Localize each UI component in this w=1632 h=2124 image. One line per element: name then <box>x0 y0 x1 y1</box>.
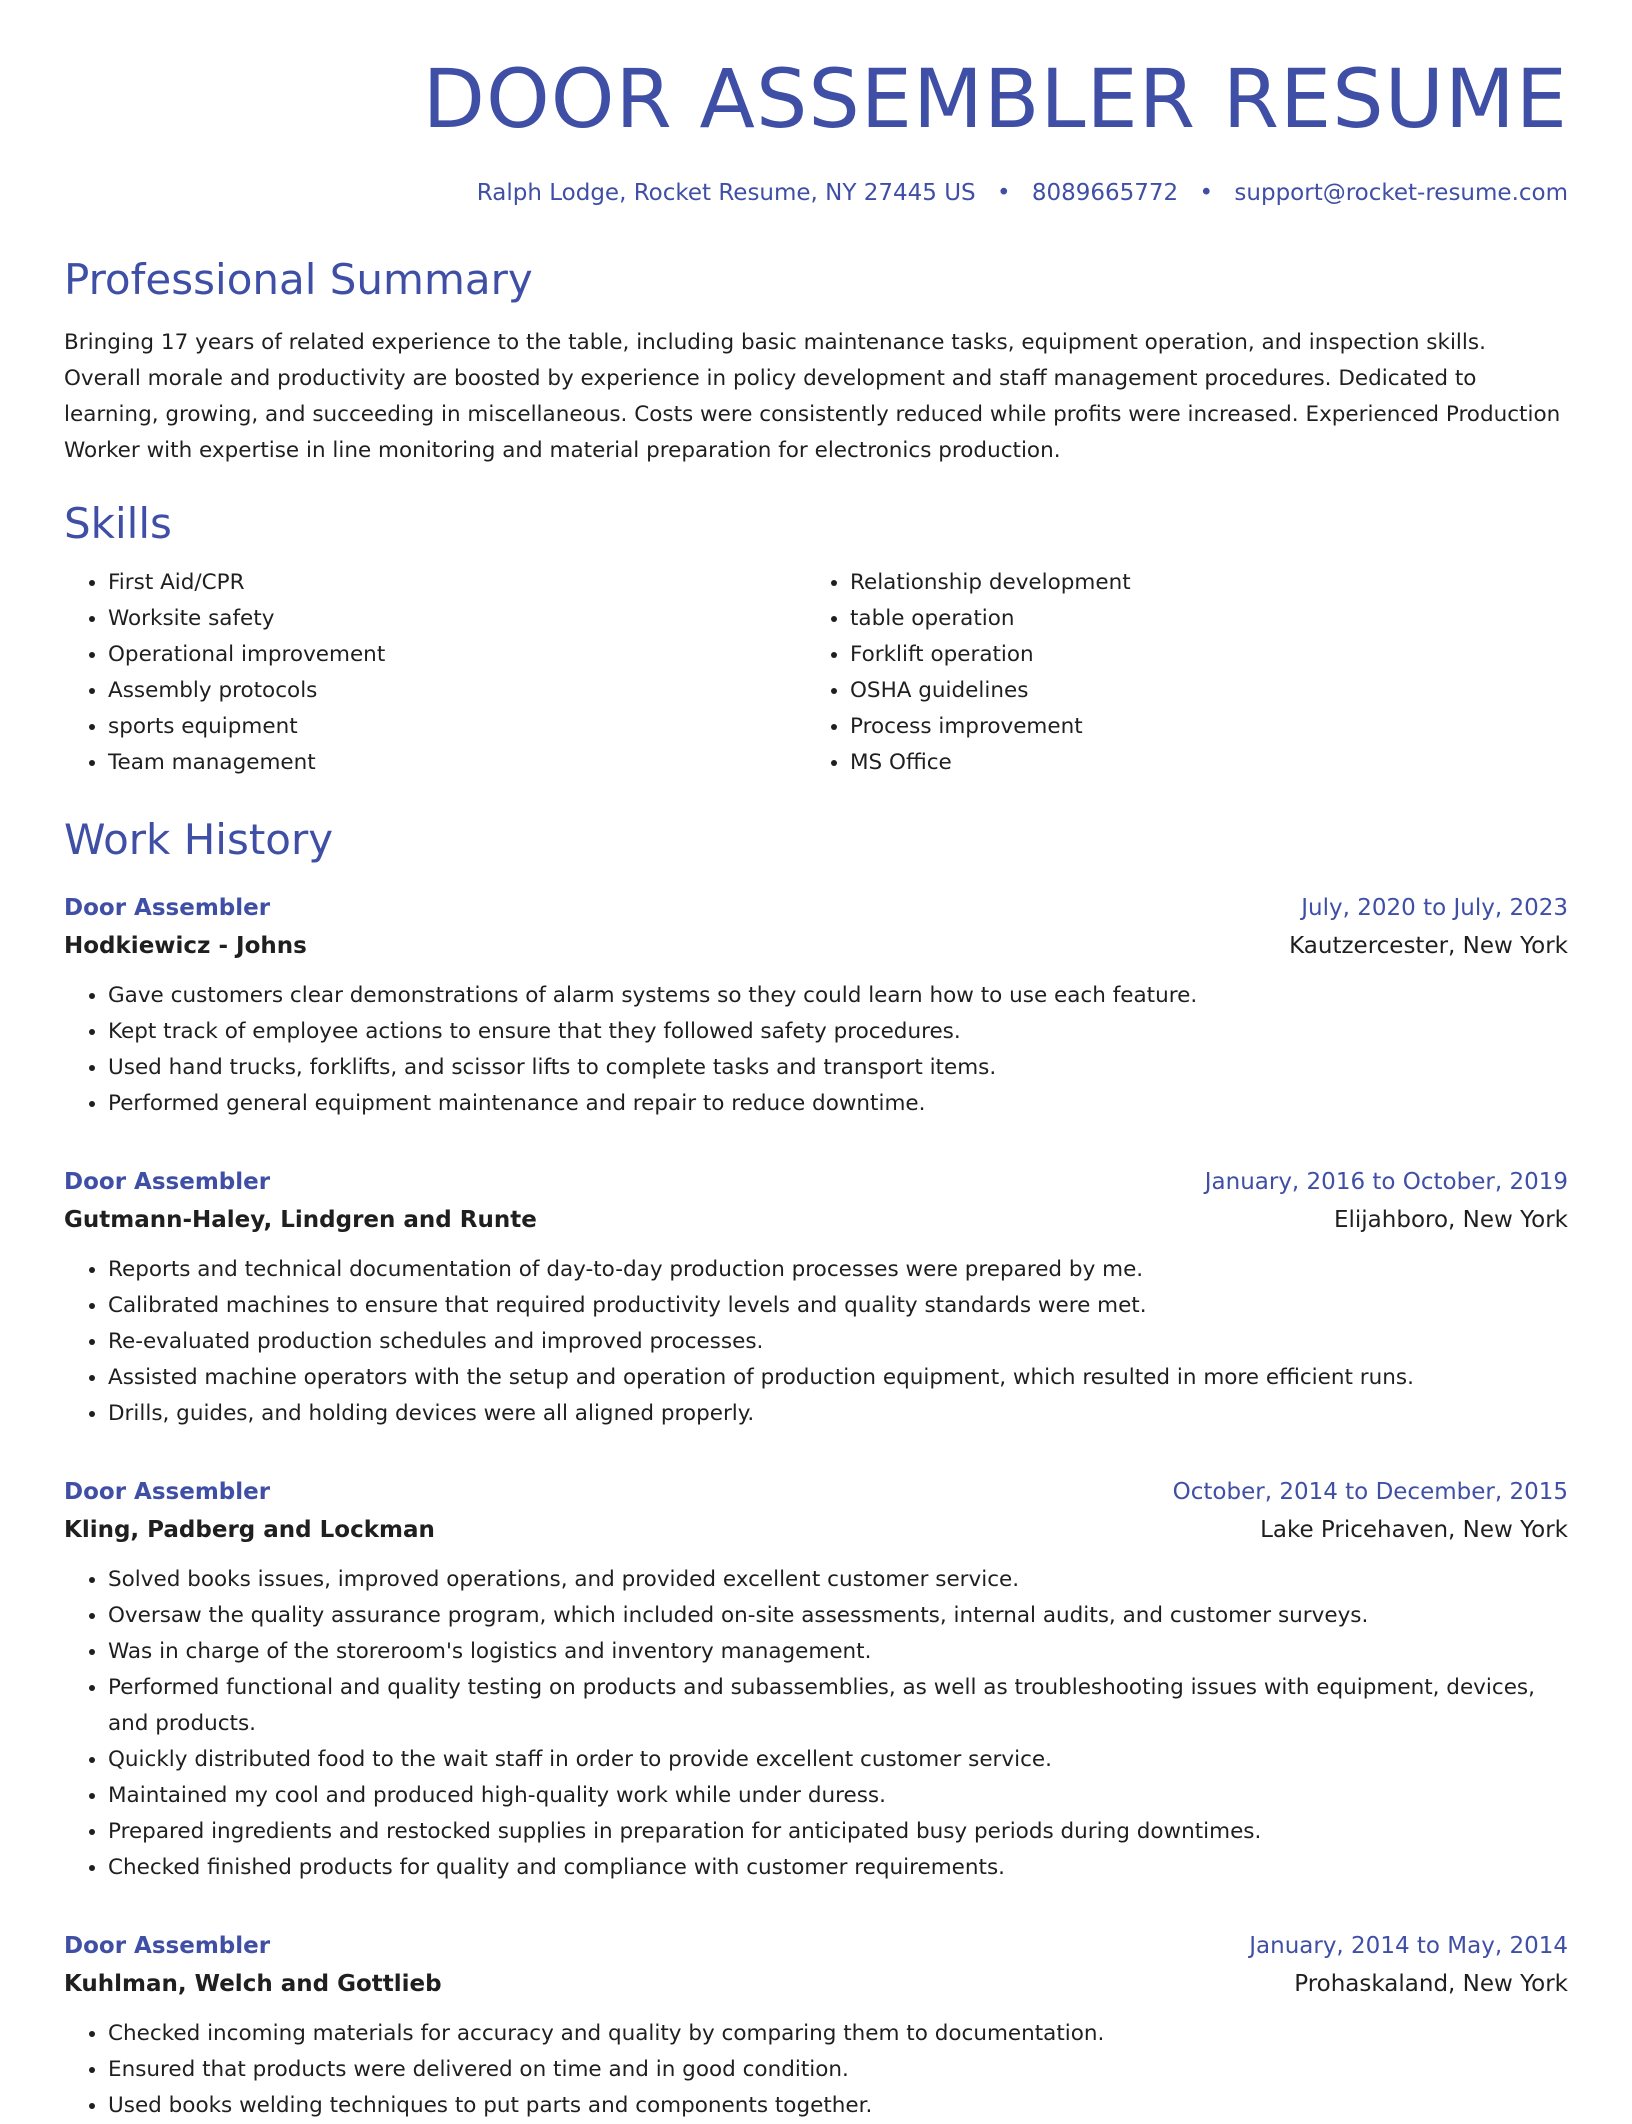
job-role: Door Assembler <box>64 1168 271 1195</box>
job-bullet: • Prepared ingredients and restocked supplies in preparation for anticipated busy periods during downtimes. <box>108 1814 1568 1850</box>
job-bullets <box>64 1562 1568 1886</box>
contact-line <box>64 177 1568 209</box>
skill-item: • Team management <box>108 745 806 781</box>
job-bullet: • Calibrated machines to ensure that required productivity levels and quality standards were met. <box>108 1288 1568 1324</box>
skill-item: • OSHA guidelines <box>850 673 1548 709</box>
job-company: Gutmann-Haley, Lindgren and Runte <box>64 1206 537 1233</box>
job-bullet: • Maintained my cool and produced high-quality work while under duress. <box>108 1778 1568 1814</box>
job-bullet: • Quickly distributed food to the wait staff in order to provide excellent customer service. <box>108 1742 1568 1778</box>
skill-item: • Worksite safety <box>108 601 806 637</box>
skill-item: • Operational improvement <box>108 637 806 673</box>
job-company: Kuhlman, Welch and Gottlieb <box>64 1970 442 1997</box>
job-entry <box>64 1928 1568 2124</box>
job-bullet: • Solved books issues, improved operations, and provided excellent customer service. <box>108 1562 1568 1598</box>
summary-text: Bringing 17 years of related experience to the table, including basic maintenance tasks, equipment operation, and inspection skills. Overall morale and productivity are boosted by experience in policy development and staff management procedures. Dedicated to learning, growing, and succeeding in miscellaneous. Costs were consistently reduced while profits were increased. Experienced Production Worker with expertise in line monitoring and material preparation for electronics production. <box>64 330 1561 464</box>
job-location: Lake Pricehaven, New York <box>1260 1516 1568 1543</box>
job-entry <box>64 1164 1568 1432</box>
job-entry <box>64 1474 1568 1886</box>
skill-item: • Relationship development <box>850 565 1548 601</box>
skills-column-left <box>64 565 806 781</box>
job-location: Kautzercester, New York <box>1289 932 1568 959</box>
resume-page <box>64 0 1568 2124</box>
job-bullet: • Gave customers clear demonstrations of alarm systems so they could learn how to use each feature. <box>108 978 1568 1014</box>
job-role: Door Assembler <box>64 1478 271 1505</box>
job-bullet: • Reports and technical documentation of day-to-day production processes were prepared by me. <box>108 1252 1568 1288</box>
skill-item: • table operation <box>850 601 1548 637</box>
job-bullet: • Assisted machine operators with the setup and operation of production equipment, which resulted in more efficient runs. <box>108 1360 1568 1396</box>
job-bullet: • Checked incoming materials for accuracy and quality by comparing them to documentation. <box>108 2016 1568 2052</box>
skills-list <box>64 565 1568 781</box>
skill-item: • Process improvement <box>850 709 1548 745</box>
job-bullet: • Used hand trucks, forklifts, and scissor lifts to complete tasks and transport items. <box>108 1050 1568 1086</box>
job-bullet: • Kept track of employee actions to ensure that they followed safety procedures. <box>108 1014 1568 1050</box>
skill-item: • First Aid/CPR <box>108 565 806 601</box>
job-bullets <box>64 1252 1568 1432</box>
job-bullet: • Checked finished products for quality and compliance with customer requirements. <box>108 1850 1568 1886</box>
skills-heading: Skills <box>64 499 172 549</box>
job-role: Door Assembler <box>64 1932 271 1959</box>
job-bullet: • Drills, guides, and holding devices were all aligned properly. <box>108 1396 1568 1432</box>
job-bullet: • Oversaw the quality assurance program, which included on-site assessments, internal audits, and customer surveys. <box>108 1598 1568 1634</box>
contact-separator: • <box>996 180 1011 206</box>
job-bullet: • Re-evaluated production schedules and improved processes. <box>108 1324 1568 1360</box>
work-history-heading: Work History <box>64 815 334 865</box>
job-company: Hodkiewicz - Johns <box>64 932 307 959</box>
job-role: Door Assembler <box>64 894 271 921</box>
job-bullet: • Ensured that products were delivered on time and in good condition. <box>108 2052 1568 2088</box>
skill-item: • Assembly protocols <box>108 673 806 709</box>
skill-item: • sports equipment <box>108 709 806 745</box>
job-dates: July, 2020 to July, 2023 <box>1301 894 1568 921</box>
job-dates: January, 2014 to May, 2014 <box>1249 1932 1568 1959</box>
job-bullets <box>64 2016 1568 2124</box>
skills-column-right <box>806 565 1548 781</box>
job-bullet: • Used books welding techniques to put parts and components together. <box>108 2088 1568 2124</box>
job-dates: January, 2016 to October, 2019 <box>1204 1168 1568 1195</box>
job-company: Kling, Padberg and Lockman <box>64 1516 435 1543</box>
resume-title: DOOR ASSEMBLER RESUME <box>422 53 1568 147</box>
skill-item: • Forklift operation <box>850 637 1548 673</box>
job-entry <box>64 890 1568 1122</box>
contact-address: Ralph Lodge, Rocket Resume, NY 27445 US <box>476 180 976 206</box>
job-dates: October, 2014 to December, 2015 <box>1172 1478 1568 1505</box>
job-bullet: • Was in charge of the storeroom's logistics and inventory management. <box>108 1634 1568 1670</box>
summary-heading: Professional Summary <box>64 255 533 304</box>
contact-separator: • <box>1199 180 1214 206</box>
job-bullet: • Performed general equipment maintenance and repair to reduce downtime. <box>108 1086 1568 1122</box>
contact-phone: 8089665772 <box>1031 180 1179 206</box>
job-bullet: • Performed functional and quality testing on products and subassemblies, as well as troubleshooting issues with equipment, devices, and products. <box>108 1670 1568 1742</box>
job-location: Prohaskaland, New York <box>1294 1970 1568 1997</box>
contact-email: support@rocket-resume.com <box>1234 180 1568 206</box>
skill-item: • MS Office <box>850 745 1548 781</box>
job-location: Elijahboro, New York <box>1333 1206 1568 1233</box>
job-bullets <box>64 978 1568 1122</box>
